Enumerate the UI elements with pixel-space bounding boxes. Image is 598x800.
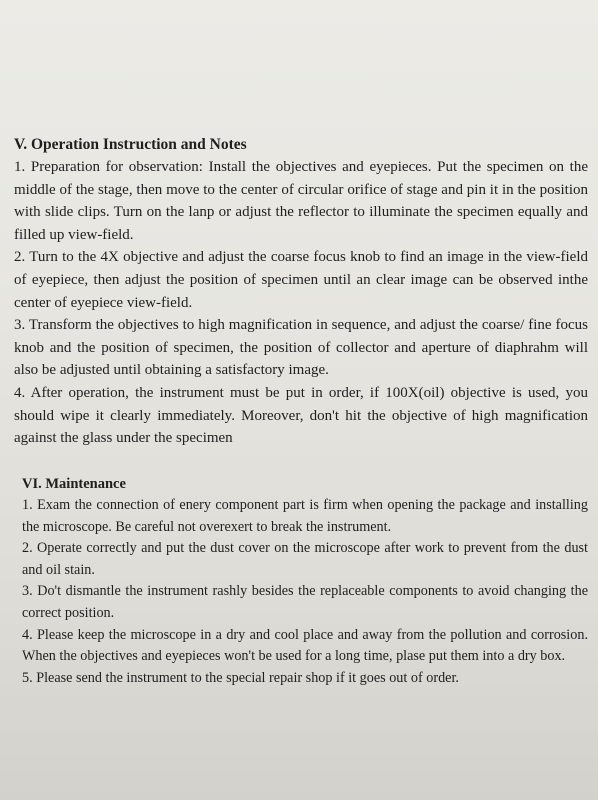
list-item: 1. Preparation for observation: Install the objectives and eyepieces. Put the specimen on the middle of the stage, then move to the center of circular orifice of stage and pin it in the position with slide clips. Turn on the lanp or adjust the reflector to illuminate the specimen equally and filled up view-field. [14, 159, 588, 243]
list-item: 4. Please keep the microscope in a dry and cool place and away from the pollution and corrosion. When the objectives and eyepieces won't be used for a long time, plase put them into a dry box. [22, 626, 588, 665]
list-item: 1. Exam the connection of enery component part is firm when opening the package and installing the microscope. Be careful not overexert to break the instrument. [22, 497, 588, 535]
list-item: 3. Do't dismantle the instrument rashly besides the replaceable components to avoid changing the correct position. [22, 583, 588, 621]
section-heading: VI. Maintenance [22, 476, 126, 492]
list-item: 5. Please send the instrument to the special repair shop if it goes out of order. [22, 669, 459, 686]
list-item: 3. Transform the objectives to high magnification in sequence, and adjust the coarse/ fine focus knob and the position of specimen, the position of collector and aperture of diaphrahm will also be adjusted until obtaining a satisfactory image. [14, 317, 588, 379]
operation-section [14, 134, 588, 450]
maintenance-section [22, 474, 588, 689]
section-heading: V. Operation Instruction and Notes [14, 136, 247, 153]
list-item: 2. Operate correctly and put the dust cover on the microscope after work to prevent from the dust and oil stain. [22, 540, 588, 578]
list-item: 2. Turn to the 4X objective and adjust the coarse focus knob to find an image in the view-field of eyepiece, then adjust the position of specimen until an clear image can be observed inthe center of eyepiece view-field. [14, 249, 588, 311]
list-item: 4. After operation, the instrument must be put in order, if 100X(oil) objective is used, you should wipe it clearly immediately. Moreover, don't hit the objective of high magnification against the glass under the specimen [14, 384, 588, 447]
